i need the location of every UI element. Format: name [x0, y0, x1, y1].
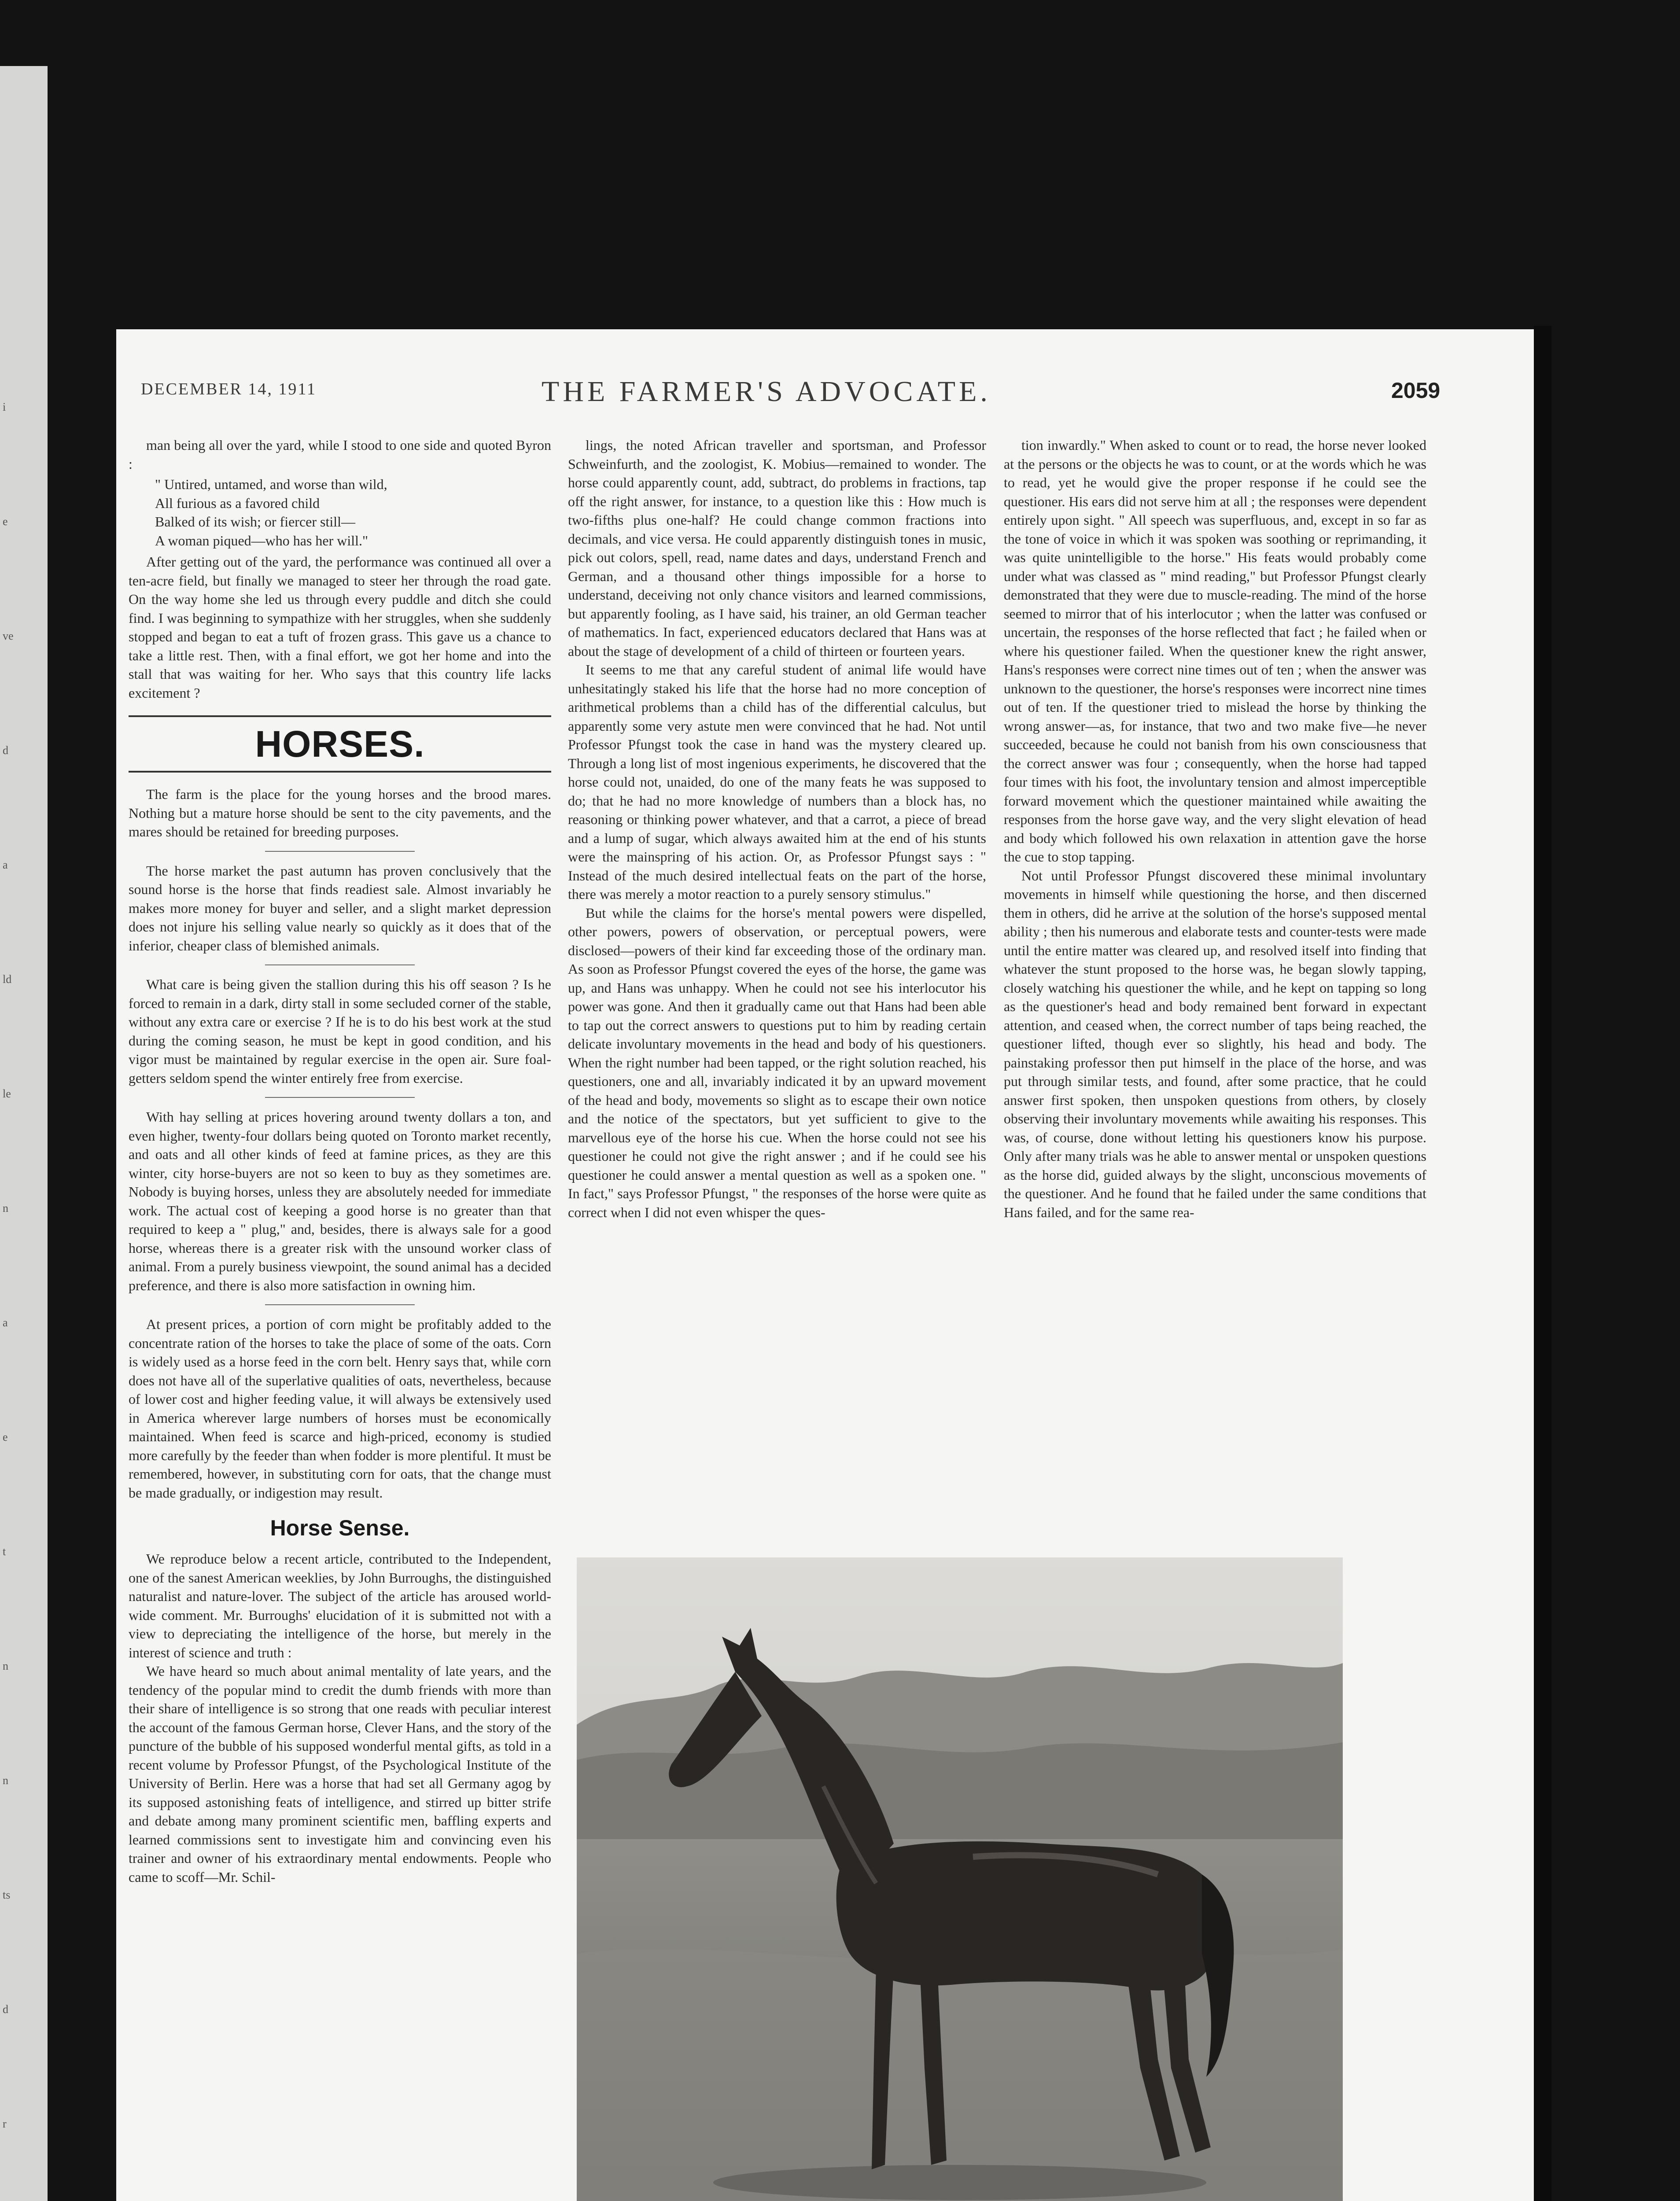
edge-text-fragment: d [3, 744, 8, 757]
poem-line: A woman piqued—who has her will." [155, 532, 368, 548]
paragraph: It seems to me that any careful student of animal life would have unhesitatingly staked his life that the horse had no more conception of arithmetical problems than a child has of the differential calculus, but apparently some very astute men were convinced that he had. Not until Professor Pfungst took the case in hand was the mystery cleared up. Through a long list of most ingenious experiments, he discovered that the horse could not, unaided, do one of the many feats he was supposed to do; that he had no more knowledge of numbers than a block has, no reasoning or thinking power whatever, and that a carrot, a piece of bread and a lump of sugar, which always awaited him at the end of his stunts were the mainspring of his action. Or, as Professor Pfungst says : " Instead of the much desired intellectual feats on the part of the horse, there was merely a motor reaction to a purely sensory stimulus." [568, 662, 986, 902]
paragraph-divider [265, 851, 415, 852]
paragraph-divider [265, 1304, 415, 1305]
edge-text-fragment: a [3, 858, 8, 871]
edge-text-fragment: i [3, 401, 6, 413]
edge-text-fragment: ts [3, 1888, 11, 1901]
horses-section-banner [129, 715, 551, 773]
paragraph: lings, the noted African traveller and sportsman, and Professor Schweinfurth, and the zoologist, K. Mobius—remained to wonder. The horse could apparently count, add, subtract, do problems in fractions, tap off the right answer, for instance, to a question like this : How much is two-fifths plus one-half? He could change common fractions into decimals, and vice versa. He could apparently distinguish tones in music, pick out colors, spell, read, name dates and days, understand French and German, and a thousand other things impossible for a horse to understand, deceiving not only chance visitors and learned commissions, but apparently fooling, as I have said, his trainer, an old German teacher of mathematics. In fact, experienced educators declared that Hans was at about the stage of development of a child of thirteen or fourteen years. [568, 437, 986, 659]
page-number: 2059 [1391, 378, 1441, 403]
poem-line: All furious as a favored child [155, 495, 320, 511]
paragraph: We have heard so much about animal mentality of late years, and the tendency of the popular mind to credit the dumb friends with more than their share of intelligence is so strong that one reads with peculiar interest the account of the famous German horse, Clever Hans, and the story of the puncture of the bubble of his supposed wonderful mental gifts, as told in a recent volume by Professor Pfungst, of the Psychological Institute of the University of Berlin. Here was a horse that had set all Germany agog by its supposed astonishing feats of intelligence, and stirred up bitter strife and debate among many prominent scientific men, baffling experts and learned commissions sent to investigate him and convincing even his trainer and owner of his extraordinary mental endowments. People who came to scoff—Mr. Schil- [129, 1663, 551, 1885]
adjacent-page-edge [0, 66, 48, 2201]
section-heading-horses: HORSES. [255, 723, 425, 765]
paragraph: At present prices, a portion of corn might be profitably added to the concentrate ration of the horses to take the place of some of the oats. Corn is widely used as a horse feed in the corn belt. Henry says that, while corn does not have all of the superlative qualities of oats, nevertheless, because of lower cost and higher feeding value, it will always be extensively used in America wherever large numbers of horses must be economically maintained. When feed is scarce and high-priced, economy is studied more carefully by the feeder than when fodder is more plentiful. It must be remembered, however, in substituting corn for oats, that the change must be made gradually, or indigestion may result. [129, 1316, 551, 1501]
byron-quote [155, 475, 551, 550]
edge-text-fragment: a [3, 1316, 8, 1329]
edge-text-fragment: n [3, 1774, 8, 1787]
masthead-title: THE FARMER'S ADVOCATE. [542, 375, 991, 408]
edge-text-fragment: e [3, 1431, 8, 1443]
paragraph-divider [265, 964, 415, 965]
paragraph-divider [265, 1097, 415, 1098]
subheading-horse-sense: Horse Sense. [270, 1516, 410, 1540]
edge-text-fragment: d [3, 2003, 8, 2016]
edge-text-fragment: r [3, 2117, 7, 2130]
column-left [129, 436, 551, 1886]
paragraph: With hay selling at prices hovering around twenty dollars a ton, and even higher, twenty-four dollars being quoted on Toronto market recently, and oats and all other kinds of feed at famine prices, as they are this winter, city horse-buyers are not so keen to buy as they sometimes are. Nobody is buying horses, unless they are absolutely needed for immediate work. The actual cost of keeping a good horse is no greater than that required to keep a " plug," and, besides, there is always sale for a good horse, whereas there is a greater risk with the unsound worker class of animal. From a purely business viewpoint, the sound animal has a decided preference, and there is also more satisfaction in owning him. [129, 1109, 551, 1293]
poem-line: Balked of its wish; or fiercer still— [155, 514, 356, 530]
edge-text-fragment: t [3, 1545, 6, 1558]
paragraph: But while the claims for the horse's mental powers were dispelled, other powers, powers of observation, or perceptual powers, were disclosed—powers of their kind far exceeding those of the ordinary man. As soon as Professor Pfungst covered the eyes of the horse, the game was up, and Hans was unhappy. When he could not see his interlocutor his power was gone. And then it gradually came out that Hans had been able to tap out the correct answers to questions put to him by reading certain delicate involuntary movements in the head and body of his questioners. When the right number had been tapped, or the right solution reached, his questioners, one and all, invariably indicated it by an upward movement of the head and body, movements so slight as to escape their own notice and the notice of the spectators, but yet sufficient to give to the marvellous eye of the horse his cue. When the horse could not see his questioner he could not give the right answer ; and if he could see his questioner he could answer a mental question as well as a spoken one. " In fact," says Professor Pfungst, " the responses of the horse were quite as correct when I did not even whisper the ques- [568, 905, 986, 1220]
poem-line: " Untired, untamed, and worse than wild, [155, 476, 387, 492]
paragraph: Not until Professor Pfungst discovered these minimal involuntary movements in himself while questioning the horse, and then discerned them in others, did he arrive at the solution of the horse's supposed mental ability ; then his numerous and elaborate tests and counter-tests were made until the entire matter was cleared up, and resolved itself into finding that whatever the stunt proposed to the horse was, he began slowly tapping, closely watching his questioner the while, and he kept on tapping so long as the questioner's head and body remained bent forward in expectant attention, and ceased when, the correct number of taps being reached, the questioner lifted, though ever so slightly, his head and body. The painstaking professor then put himself in the place of the horse, and was put through similar tests, and found, after some practice, that he could answer first spoken, then unspoken questions from others, by closely observing their involuntary movements while awaiting his responses. This was, of course, done without letting his questioners know his purpose. Only after many trials was he able to answer mental or unspoken questions as the horse did, guided always by the slight, unconscious movements of the questioner. And he found that he failed under the same conditions that Hans failed, and for the same rea- [1004, 867, 1426, 1220]
edge-text-fragment: e [3, 515, 8, 528]
column-right [1004, 436, 1426, 1222]
paragraph: After getting out of the yard, the performance was continued all over a ten-acre field, but finally we managed to steer her through the road gate. On the way home she led us through every puddle and ditch she could find. I was beginning to sympathize with her struggles, when she suddenly stopped and began to eat a tuft of frozen grass. This gave us a chance to take a little rest. Then, with a final effort, we got her home and into the stall that was waiting for her. Who says that this country life lacks excitement ? [129, 554, 551, 701]
paragraph: man being all over the yard, while I stood to one side and quoted Byron : [129, 437, 551, 472]
page-shadow [1534, 326, 1551, 2201]
column-middle [568, 436, 986, 1222]
horse-photograph [577, 1557, 1343, 2201]
edge-text-fragment: n [3, 1660, 8, 1672]
edge-text-fragment: le [3, 1087, 11, 1100]
paragraph: tion inwardly." When asked to count or to read, the horse never looked at the persons or the objects he was to count, or at the words which he was to read, yet he would give the proper response if he could see the questioner. His ears did not serve him at all ; the responses were dependent entirely upon sight. " All speech was superfluous, and, except in so far as the tone of voice in which it was spoken was soothing or reprimanding, it was quite unintelligible to the horse." His feats would probably come under what was classed as " mind reading," but Professor Pfungst clearly demonstrated that they were due to muscle-reading. The mind of the horse seemed to mirror that of his interlocutor ; when the latter was confused or uncertain, the responses of the horse reflected that fact ; he failed when or where his questioner failed. When the questioner knew the right answer, Hans's responses were correct nine times out of ten ; when the answer was unknown to the questioner, the horse's responses were incorrect nine times out of ten. If the questioner tried to mislead the horse by thinking the wrong answer—as, for instance, that two and two make five—he never succeeded, because he could not banish from his own consciousness that the correct answer was four ; consequently, when the horse had tapped four times with his foot, the involuntary tension and almost imperceptible forward movement which the questioner maintained while awaiting the responses from the horse gave way, and the very slight elevation of head and body which followed his own relaxation in attention gave the horse the cue to stop tapping. [1004, 437, 1426, 865]
edge-text-fragment: ld [3, 973, 12, 986]
issue-date: DECEMBER 14, 1911 [141, 380, 317, 398]
paragraph: What care is being given the stallion during this his off season ? Is he forced to remain in a dark, dirty stall in some secluded corner of the stable, without any extra care or exercise ? If he is to do his best work at the stud during the coming season, he must be kept in good condition, and his vigor must be maintained by regular exercise in the open air. Sure foal-getters seldom spend the winter entirely free from exercise. [129, 976, 551, 1086]
edge-text-fragment: n [3, 1202, 8, 1215]
horse-illustration [577, 1557, 1343, 2201]
edge-text-fragment: ve [3, 629, 14, 642]
paragraph: The farm is the place for the young horses and the brood mares. Nothing but a mature horse should be sent to the city pavements, and the mares should be retained for breeding purposes. [129, 786, 551, 839]
paragraph: We reproduce below a recent article, contributed to the Independent, one of the sanest American weeklies, by John Burroughs, the distinguished naturalist and nature-lover. The subject of the article has aroused world-wide comment. Mr. Burroughs' elucidation of it is submitted not with a view to depreciating the intelligence of the horse, but merely in the interest of science and truth : [129, 1551, 551, 1660]
paragraph: The horse market the past autumn has proven conclusively that the sound horse is the horse that finds readiest sale. Almost invariably he makes more money for buyer and seller, and a slight market depression does not injure his selling value nearly so quickly as it does that of the inferior, cheaper class of blemished animals. [129, 862, 551, 953]
